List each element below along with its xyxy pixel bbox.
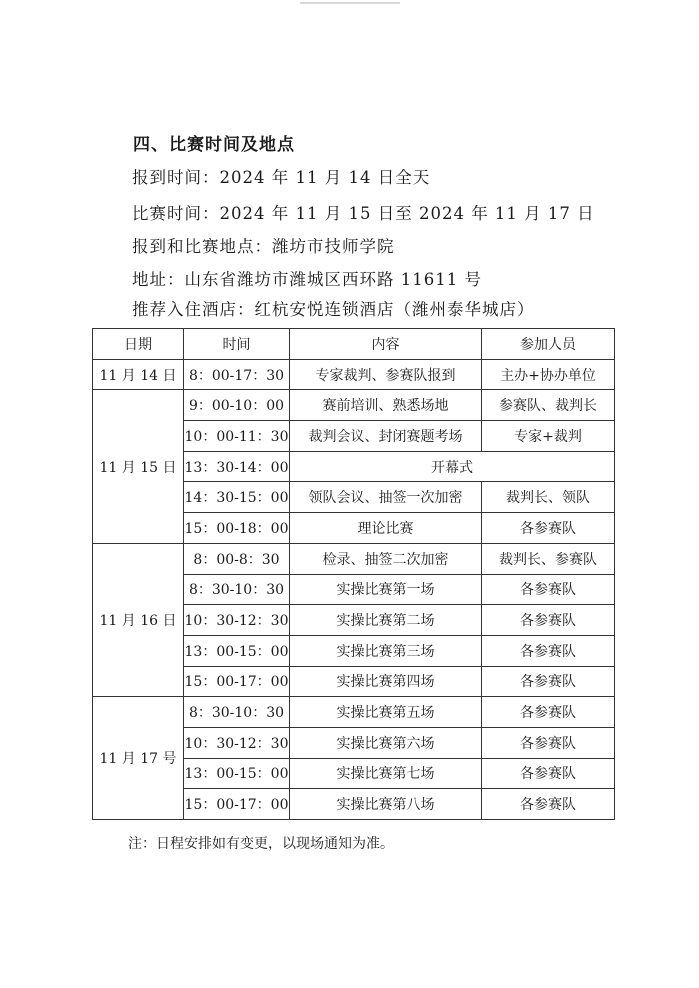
participants-cell: 各参赛队 (482, 789, 615, 820)
registration-time-label: 报到时间： (132, 168, 220, 187)
content-cell: 领队会议、抽签一次加密 (290, 482, 482, 513)
time-cell: 8：30-10：30 (184, 574, 290, 605)
table-row (93, 390, 615, 421)
time-cell: 13：00-15：00 (184, 758, 290, 789)
content-cell: 实操比赛第七场 (290, 758, 482, 789)
address-value: 山东省潍坊市潍城区西环路 11611 号 (184, 270, 482, 289)
participants-cell: 裁判长、参赛队 (482, 543, 615, 574)
time-cell: 10：00-11：30 (184, 421, 290, 452)
table-header-row (93, 329, 615, 360)
time-cell: 13：00-15：00 (184, 635, 290, 666)
time-cell: 9：00-10：00 (184, 390, 290, 421)
content-cell: 实操比赛第四场 (290, 666, 482, 697)
competition-time-label: 比赛时间： (132, 204, 220, 223)
content-cell: 实操比赛第三场 (290, 635, 482, 666)
content-cell: 实操比赛第二场 (290, 605, 482, 636)
header-time: 时间 (184, 329, 290, 360)
table-row (93, 543, 615, 574)
participants-cell: 各参赛队 (482, 697, 615, 728)
time-cell: 14：30-15：00 (184, 482, 290, 513)
participants-cell: 各参赛队 (482, 666, 615, 697)
content-cell: 裁判会议、封闭赛题考场 (290, 421, 482, 452)
content-cell-merged: 开幕式 (290, 451, 615, 482)
address-line (132, 266, 482, 290)
time-cell: 15：00-17：00 (184, 789, 290, 820)
participants-cell: 各参赛队 (482, 513, 615, 544)
participants-cell: 参赛队、裁判长 (482, 390, 615, 421)
time-cell: 8：00-17：30 (184, 359, 290, 390)
content-cell: 实操比赛第五场 (290, 697, 482, 728)
participants-cell: 专家+裁判 (482, 421, 615, 452)
table-row (93, 359, 615, 390)
time-cell: 15：00-17：00 (184, 666, 290, 697)
hotel-value: 红杭安悦连锁酒店（潍州泰华城店） (254, 300, 535, 319)
venue-line (132, 233, 395, 257)
participants-cell: 各参赛队 (482, 758, 615, 789)
participants-cell: 主办+协办单位 (482, 359, 615, 390)
competition-time-value: 2024 年 11 月 15 日至 2024 年 11 月 17 日 (219, 204, 595, 223)
time-cell: 10：30-12：30 (184, 727, 290, 758)
time-cell: 13：30-14：00 (184, 451, 290, 482)
scan-mark (300, 2, 400, 4)
header-content: 内容 (290, 329, 482, 360)
address-label: 地址： (132, 270, 185, 289)
hotel-line (132, 296, 535, 320)
date-cell: 11 月 14 日 (93, 359, 184, 390)
table-row (93, 697, 615, 728)
content-cell: 实操比赛第八场 (290, 789, 482, 820)
participants-cell: 各参赛队 (482, 605, 615, 636)
content-cell: 理论比赛 (290, 513, 482, 544)
time-cell: 8：00-8：30 (184, 543, 290, 574)
time-cell: 10：30-12：30 (184, 605, 290, 636)
content-cell: 检录、抽签二次加密 (290, 543, 482, 574)
time-cell: 15：00-18：00 (184, 513, 290, 544)
header-date: 日期 (93, 329, 184, 360)
venue-label: 报到和比赛地点： (132, 237, 272, 256)
date-cell: 11 月 16 日 (93, 543, 184, 696)
participants-cell: 各参赛队 (482, 727, 615, 758)
schedule-note: 注：日程安排如有变更，以现场通知为准。 (128, 836, 394, 852)
participants-cell: 裁判长、领队 (482, 482, 615, 513)
participants-cell: 各参赛队 (482, 635, 615, 666)
content-cell: 实操比赛第一场 (290, 574, 482, 605)
hotel-label: 推荐入住酒店： (132, 300, 255, 319)
section-heading: 四、比赛时间及地点 (133, 135, 295, 155)
date-cell: 11 月 15 日 (93, 390, 184, 543)
content-cell: 赛前培训、熟悉场地 (290, 390, 482, 421)
registration-time-line (132, 164, 430, 188)
date-cell: 11 月 17 号 (93, 697, 184, 820)
registration-time-value: 2024 年 11 月 14 日全天 (219, 168, 431, 187)
competition-time-line (132, 200, 595, 224)
participants-cell: 各参赛队 (482, 574, 615, 605)
content-cell: 专家裁判、参赛队报到 (290, 359, 482, 390)
time-cell: 8：30-10：30 (184, 697, 290, 728)
content-cell: 实操比赛第六场 (290, 727, 482, 758)
header-participants: 参加人员 (482, 329, 615, 360)
schedule-table (92, 328, 615, 820)
venue-value: 潍坊市技师学院 (272, 237, 395, 256)
